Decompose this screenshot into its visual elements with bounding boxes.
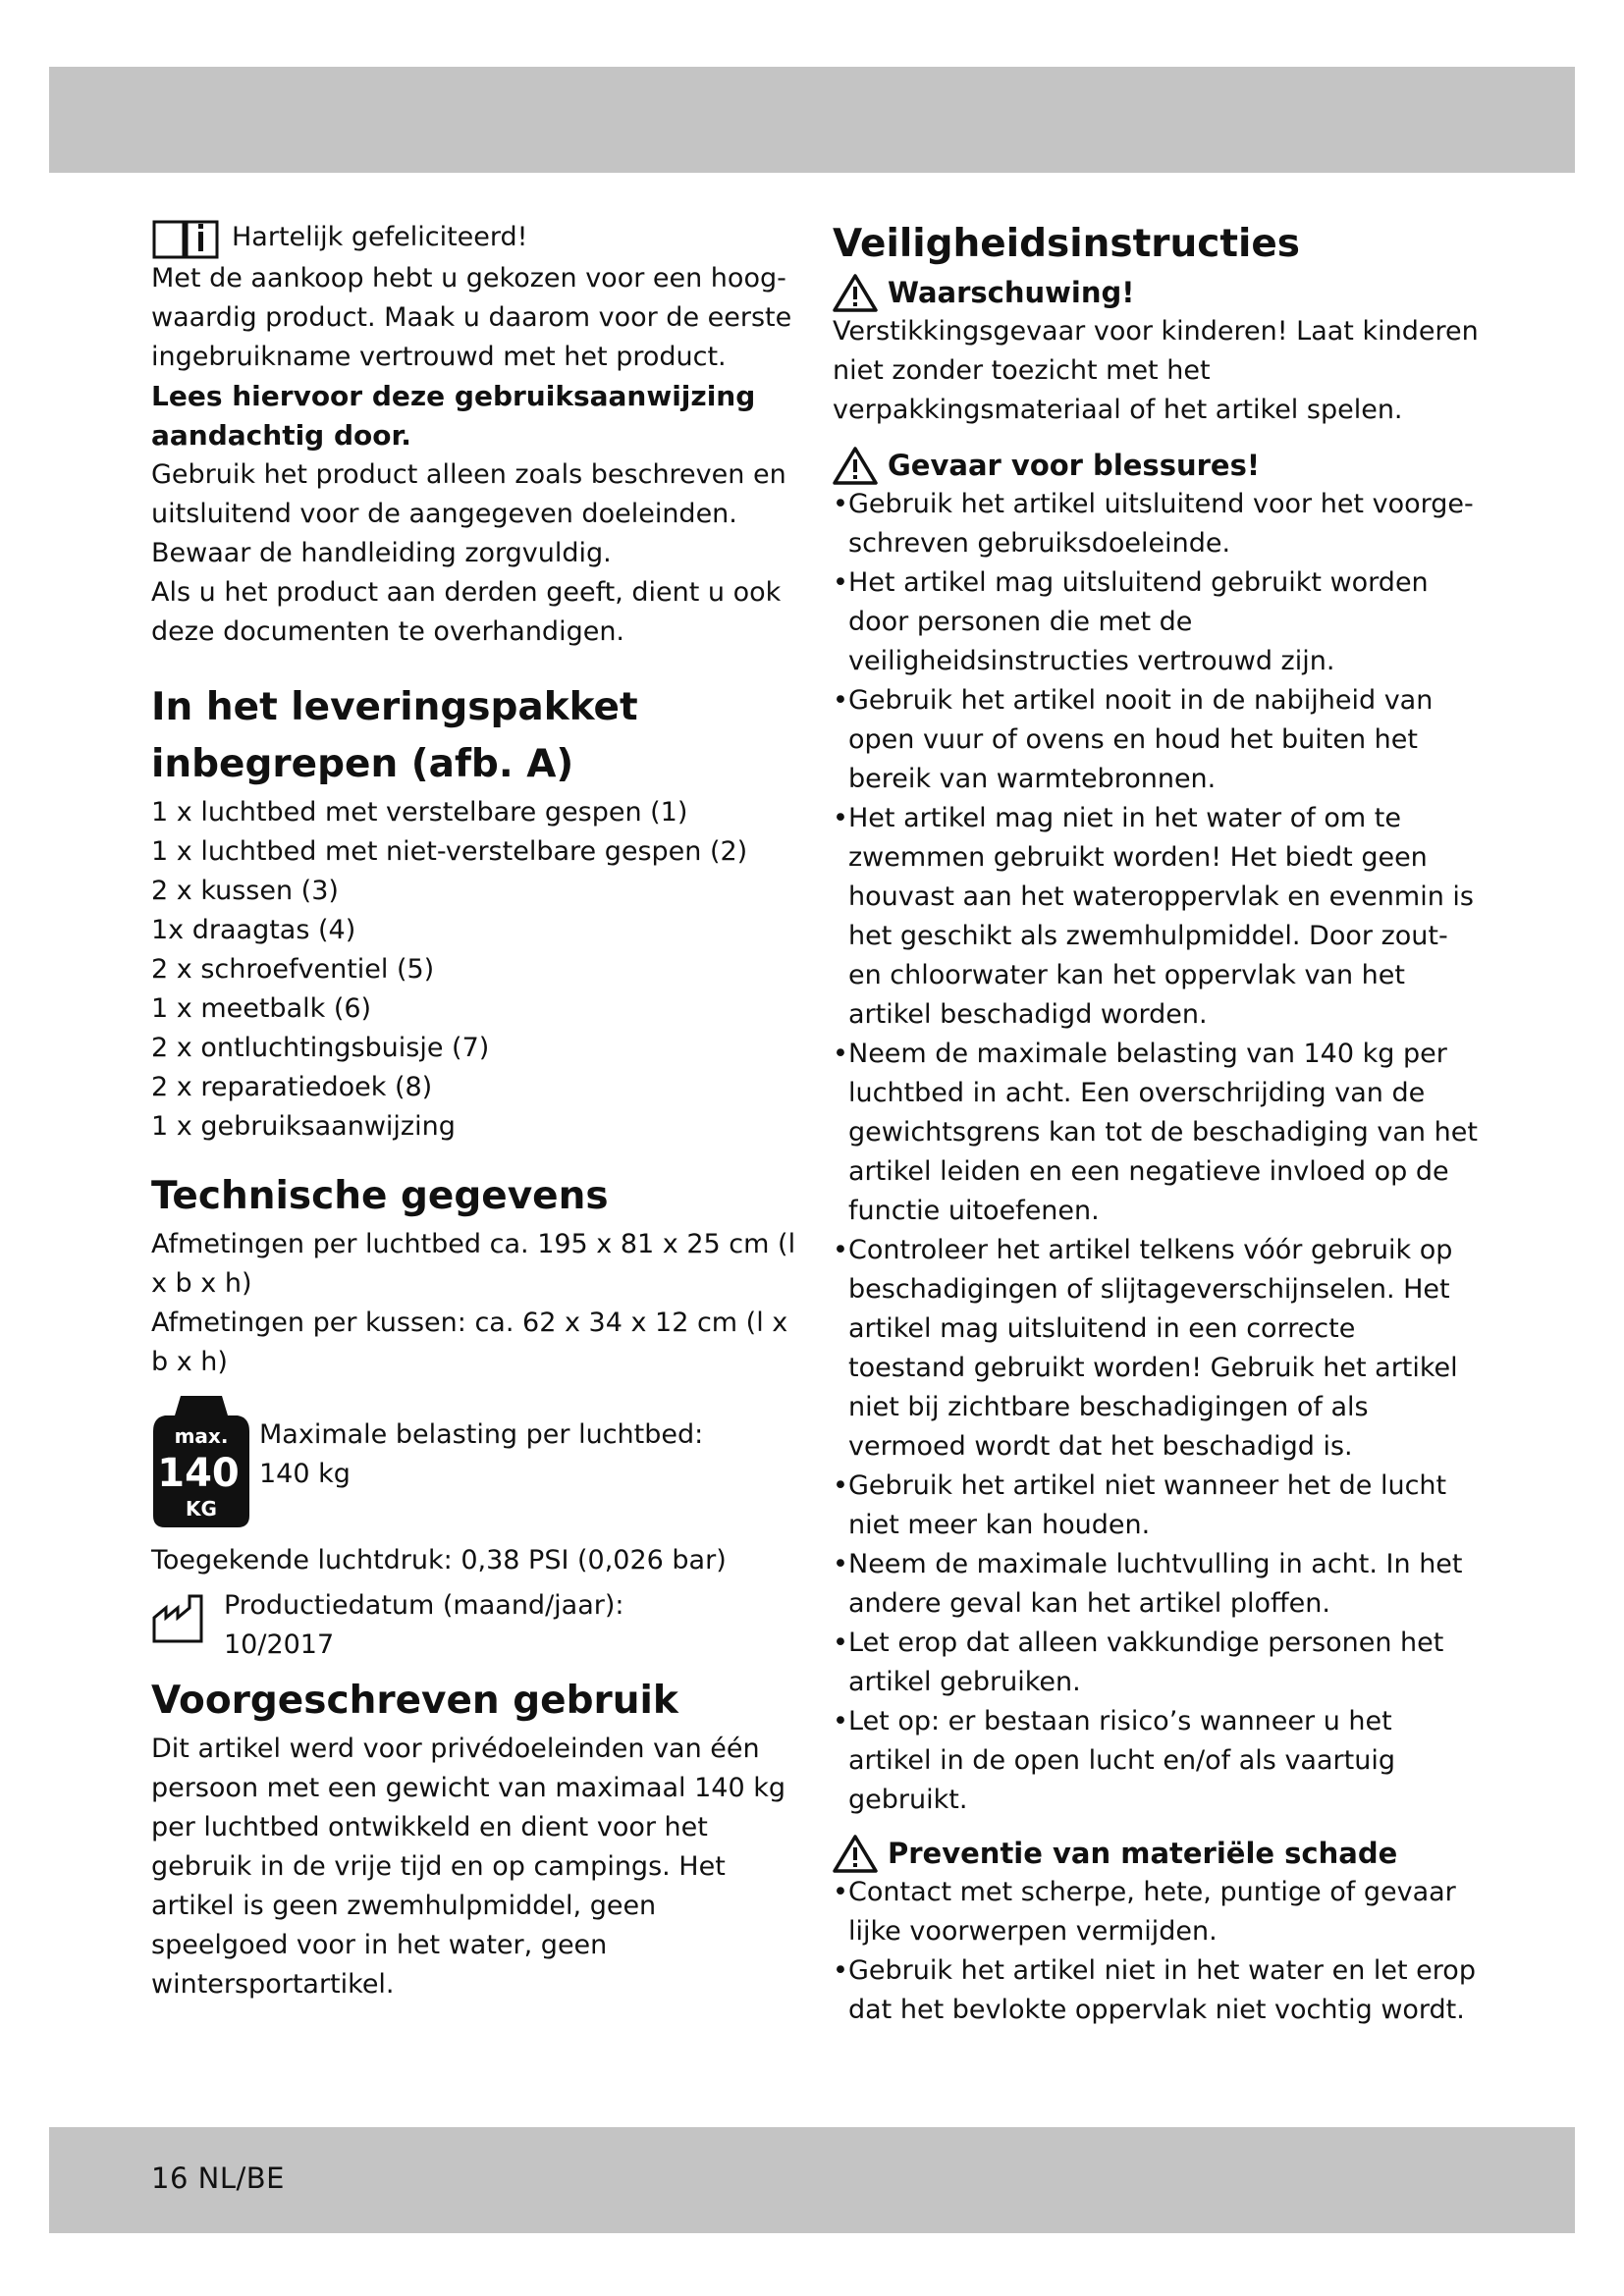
air-pressure: Toegekende luchtdruk: 0,38 PSI (0,026 bar) — [151, 1545, 727, 1575]
greeting-line — [151, 216, 799, 259]
footer-bar — [49, 2127, 1575, 2233]
intended-use-heading: Voorgeschreven gebruik — [151, 1679, 678, 1723]
weight-icon — [151, 1392, 251, 1529]
max-load-row — [151, 1392, 799, 1529]
warning-triangle-icon — [833, 446, 878, 485]
list-item: • Gebruik het artikel uitsluitend voor het voorge-schreven gebruiksdoeleinde. — [833, 485, 1481, 563]
weight-icon-unit: KG — [186, 1497, 217, 1521]
list-item: 2 x ontluchtingsbuisje (7) — [151, 1033, 490, 1063]
list-item: 1 x gebruiksaanwijzing — [151, 1111, 456, 1142]
info-book-icon — [151, 216, 220, 259]
list-item: 2 x kussen (3) — [151, 876, 339, 906]
list-item: • Het artikel mag uitsluitend gebruikt worden door personen die met de veiligheidsinstructies vertrouwd zijn. — [833, 563, 1481, 681]
list-item: • Controleer het artikel telkens vóór gebruik op beschadigingen of slijtageverschijnselen. Het artikel mag uitsluitend in een correcte toestand gebruikt worden! Gebruik het artikel niet bij zichtbare beschadigingen of als vermoed wordt dat het beschadigd is. — [833, 1231, 1481, 1467]
list-item: • Het artikel mag niet in het water of om te zwemmen gebruikt worden! Het biedt geen houvast aan het wateroppervlak en evenmin is het geschikt als zwemhulpmiddel. Door zout- en chloorwater kan het oppervlak van het artikel beschadigd worden. — [833, 799, 1481, 1035]
damage-title: Preventie van materiële schade — [888, 1837, 1398, 1870]
weight-icon-value: 140 — [157, 1451, 240, 1496]
list-item: • Neem de maximale belasting van 140 kg per luchtbed in acht. Een overschrijding van de gewichtsgrens kan tot de beschadiging van het artikel leiden en een negatieve invloed op de functie uitoefenen. — [833, 1035, 1481, 1231]
dimensions-pillow: Afmetingen per kussen: ca. 62 x 34 x 12 cm (l x b x h) — [151, 1308, 788, 1377]
list-item: 1 x luchtbed met niet-verstelbare gespen (2) — [151, 836, 748, 867]
list-item: • Let op: er bestaan risico’s wanneer u het artikel in de open lucht en/of als vaartuig gebruikt. — [833, 1702, 1481, 1820]
warning-heading — [833, 273, 1481, 312]
injury-heading — [833, 446, 1481, 485]
max-load-text — [259, 1415, 703, 1494]
technical-heading: Technische gegevens — [151, 1174, 609, 1218]
intro-third-party: Als u het product aan derden geeft, dient u ook deze documenten te overhandigen. — [151, 577, 782, 647]
warning-title: Waarschuwing! — [888, 276, 1135, 309]
safety-heading: Veiligheidsinstructies — [833, 222, 1301, 266]
list-item: 1x draagtas (4) — [151, 915, 356, 945]
list-item: • Gebruik het artikel niet in het water en let erop dat het bevlokte oppervlak niet vochtig wordt. — [833, 1951, 1481, 2030]
left-column — [151, 216, 799, 2004]
warning-triangle-icon — [833, 273, 878, 312]
production-date-label: Productiedatum (maand/jaar): — [224, 1590, 624, 1621]
list-item: • Let erop dat alleen vakkundige personen het artikel gebruiken. — [833, 1624, 1481, 1702]
list-item: • Gebruik het artikel nooit in de nabijheid van open vuur of ovens en houd het buiten het bereik van warmtebronnen. — [833, 681, 1481, 799]
header-bar — [49, 67, 1575, 173]
production-date-text — [224, 1586, 624, 1665]
list-item: • Contact met scherpe, hete, puntige of gevaar lijke voorwerpen vermijden. — [833, 1873, 1481, 1951]
delivery-heading: In het leveringspakket inbegrepen (afb. A) — [151, 685, 638, 786]
production-date-row — [151, 1586, 799, 1665]
greeting-text: Hartelijk gefeliciteerd! — [232, 222, 528, 252]
max-load-label: Maximale belasting per luchtbed: — [259, 1419, 704, 1450]
damage-heading — [833, 1834, 1481, 1873]
warning-text: Verstikkingsgevaar voor kinderen! Laat kinderen niet zonder toezicht met het verpakkingsmateriaal of het artikel spelen. — [833, 316, 1479, 425]
list-item: • Gebruik het artikel niet wanneer het de lucht niet meer kan houden. — [833, 1467, 1481, 1545]
max-load-value: 140 kg — [259, 1459, 351, 1489]
right-column — [833, 216, 1481, 2030]
weight-icon-max: max. — [174, 1424, 229, 1448]
delivery-list — [151, 793, 799, 1147]
warning-triangle-icon — [833, 1834, 878, 1873]
intro-paragraph: Met de aankoop hebt u gekozen voor een hoog-waardig product. Maak u daarom voor de eerste ingebruikname vertrouwd met het product. — [151, 263, 792, 372]
factory-icon — [151, 1592, 206, 1643]
injury-title: Gevaar voor blessures! — [888, 449, 1261, 482]
dimensions-bed: Afmetingen per luchtbed ca. 195 x 81 x 25 cm (l x b x h) — [151, 1229, 796, 1299]
intended-use-text: Dit artikel werd voor privédoeleinden van één persoon met een gewicht van maximaal 140 kg per luchtbed ontwikkeld en dient voor het gebruik in de vrije tijd en op campings. Het artikel is geen zwemhulpmiddel, geen speelgoed voor in het water, geen wintersportartikel. — [151, 1734, 786, 2000]
list-item: • Neem de maximale luchtvulling in acht. In het andere geval kan het artikel ploffen. — [833, 1545, 1481, 1624]
list-item: 1 x luchtbed met verstelbare gespen (1) — [151, 797, 688, 828]
production-date-value: 10/2017 — [224, 1629, 335, 1660]
damage-list — [833, 1873, 1481, 2030]
intro-usage-text: Gebruik het product alleen zoals beschreven en uitsluitend voor de aangegeven doeleinden. — [151, 459, 786, 529]
intro-bold-notice: Lees hiervoor deze gebruiksaanwijzing aandachtig door. — [151, 380, 756, 452]
list-item: 1 x meetbalk (6) — [151, 993, 372, 1024]
list-item: 2 x reparatiedoek (8) — [151, 1072, 433, 1102]
list-item: 2 x schroefventiel (5) — [151, 954, 435, 985]
injury-list — [833, 485, 1481, 1820]
intro-keep-manual: Bewaar de handleiding zorgvuldig. — [151, 538, 612, 568]
page-number: 16 NL/BE — [151, 2162, 285, 2195]
